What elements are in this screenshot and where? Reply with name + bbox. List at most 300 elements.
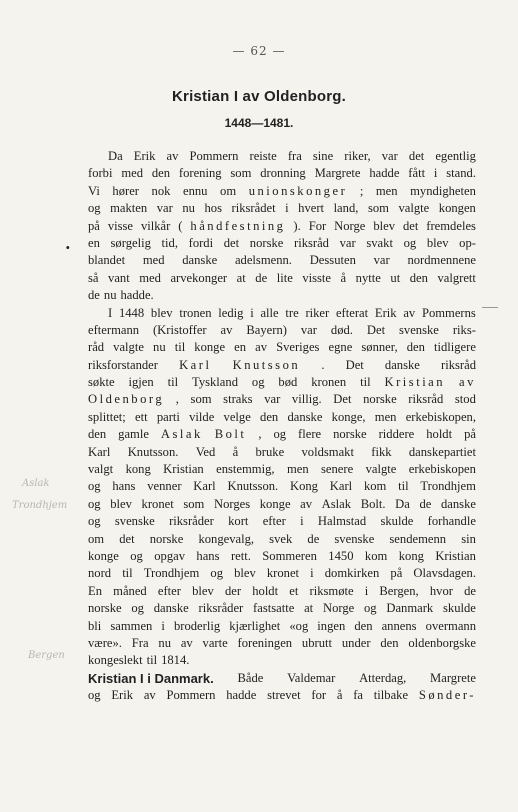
emphasized-word: Aslak: [160, 427, 203, 442]
text-line: [88, 409, 476, 426]
word: Erik: [111, 688, 134, 703]
word: kom: [364, 548, 388, 563]
word: de: [255, 270, 268, 285]
word: fremdeles: [426, 218, 476, 233]
word: igjen: [128, 375, 154, 390]
word: fikk: [371, 444, 392, 459]
word: til: [167, 375, 179, 390]
word: sine: [312, 149, 334, 163]
word: Karl: [329, 479, 353, 494]
word: nytte: [355, 270, 381, 285]
word: det: [408, 149, 425, 163]
word: riker: [305, 305, 330, 320]
word: det: [223, 235, 240, 250]
word: og: [131, 601, 144, 616]
word: visste: [302, 270, 332, 285]
word: venner: [147, 479, 182, 494]
word: Bayern): [246, 322, 287, 337]
word: parti: [156, 409, 180, 424]
word: konge: [194, 340, 226, 355]
word: lite: [276, 270, 293, 285]
emphasized-word: Bolt: [214, 427, 247, 442]
word: hans: [112, 479, 136, 494]
word: ,: [258, 427, 262, 442]
emphasized-word: håndfestning: [190, 218, 286, 233]
word: vant: [108, 270, 130, 285]
word: norske: [88, 601, 122, 616]
word: Dessuten: [309, 253, 356, 268]
word: blev: [426, 235, 449, 250]
word: Atterdag,: [359, 670, 407, 685]
word: hadde: [226, 688, 257, 703]
word: ).: [293, 218, 301, 233]
word: Karl: [88, 444, 111, 459]
word: som: [190, 392, 212, 407]
margin-note: Bergen: [28, 650, 65, 661]
text-line: [88, 565, 476, 582]
word: land,: [333, 201, 359, 216]
word: forhandle: [427, 514, 476, 529]
word: kong: [398, 548, 424, 563]
text-line: [88, 513, 476, 530]
word: Kristian: [163, 462, 204, 477]
text-line: [88, 583, 476, 600]
word: Sommeren: [262, 548, 317, 563]
word: Erik: [133, 149, 156, 163]
word: i: [364, 583, 369, 598]
word: av: [220, 322, 233, 337]
body-text: [88, 148, 476, 705]
word: danske: [287, 409, 323, 424]
text-line: [88, 426, 476, 443]
emphasized-word: Karl: [179, 357, 212, 372]
word: straks: [223, 392, 253, 407]
word: blev: [192, 583, 214, 598]
word: Da: [108, 149, 123, 163]
text-line: [88, 165, 476, 182]
word: vilde: [189, 409, 215, 424]
word: var: [339, 235, 356, 250]
emphasized-word: Sønder-: [418, 688, 476, 703]
word: valgt: [88, 462, 114, 477]
word: bli: [88, 618, 102, 633]
word: død.: [330, 322, 353, 337]
word: at: [304, 601, 314, 616]
word: kongen: [438, 201, 476, 216]
word: nok: [151, 183, 171, 198]
word: danske: [384, 357, 420, 372]
word: kronet: [266, 566, 300, 581]
chapter-title: Kristian I av Oldenborg.: [172, 88, 346, 105]
word: i: [250, 305, 254, 320]
word: norske: [149, 531, 184, 546]
word: Det: [333, 392, 352, 407]
text-line: [88, 218, 476, 235]
word: nu: [182, 201, 195, 216]
page-number: — 62 —: [232, 44, 286, 58]
emphasized-word: Kristian: [384, 375, 446, 390]
word: hvor: [429, 583, 453, 598]
word: til: [146, 653, 158, 668]
text-line: [88, 322, 476, 339]
word: Da: [395, 496, 410, 511]
word: som: [230, 166, 252, 181]
word: kom: [363, 479, 387, 494]
word: tidligere: [433, 340, 476, 355]
word: de: [88, 288, 100, 303]
word: sendemenn: [389, 531, 447, 546]
word: på: [88, 218, 100, 233]
word: makten: [110, 201, 148, 216]
word: For: [308, 218, 327, 233]
word: Pommern: [189, 149, 239, 163]
word: konge: [88, 548, 119, 563]
word: myndigheten: [410, 183, 476, 198]
word: valgte: [398, 201, 430, 216]
word: Margrete: [314, 166, 361, 181]
word: være».: [88, 635, 122, 650]
word: til: [122, 566, 133, 581]
word: til: [360, 375, 371, 390]
word: tronen: [179, 305, 212, 320]
emphasized-word: Knutsson: [232, 357, 301, 372]
word: de: [464, 583, 476, 598]
word: blev: [373, 218, 396, 233]
word: de: [307, 531, 320, 546]
word: konge: [259, 496, 291, 511]
word: og: [364, 601, 377, 616]
word: villig.: [291, 392, 322, 407]
word: med: [142, 253, 165, 268]
word: egentlig: [435, 149, 476, 163]
word: Aslak: [321, 496, 352, 511]
word: riksforstander: [88, 357, 158, 372]
word: Pommerns: [421, 305, 476, 320]
word: konge,: [331, 409, 366, 424]
word: at: [236, 270, 246, 285]
text-line: [88, 287, 476, 304]
text-line: [88, 687, 476, 704]
word: danske: [440, 496, 476, 511]
word: og: [88, 479, 101, 494]
word: en: [234, 340, 247, 355]
word: skulde: [380, 514, 414, 529]
word: og: [273, 427, 287, 442]
word: norske: [333, 427, 367, 442]
section-heading: Kristian I i Danmark.: [88, 670, 214, 686]
word: danske: [153, 601, 189, 616]
word: holdt: [252, 583, 279, 598]
word: ut: [390, 270, 401, 285]
word: dronning: [260, 166, 306, 181]
word: som: [367, 201, 389, 216]
word: og: [130, 548, 143, 563]
word: råd: [88, 340, 105, 355]
word: Fra: [131, 635, 149, 650]
word: sin: [461, 531, 476, 546]
word: arvekonger: [170, 270, 228, 285]
word: ;: [359, 183, 364, 198]
word: søkte: [88, 375, 115, 390]
word: «og: [289, 618, 309, 633]
word: Sveriges: [276, 340, 320, 355]
word: riddere: [378, 427, 415, 442]
word: riksråder: [169, 514, 214, 529]
word: riksråd: [408, 392, 444, 407]
word: nu: [158, 635, 171, 650]
word: 1814.: [161, 653, 190, 668]
word: flere: [298, 427, 322, 442]
word: Valdemar: [287, 670, 336, 685]
word: den: [409, 270, 428, 285]
word: reiste: [249, 149, 277, 163]
word: Tyskland: [192, 375, 238, 390]
word: efterat: [335, 305, 369, 320]
word: hvert: [298, 201, 325, 216]
word: det: [119, 531, 135, 546]
word: svek: [269, 531, 293, 546]
word: å: [340, 270, 347, 285]
word: valgte: [113, 340, 144, 355]
word: av: [166, 149, 179, 163]
word: var: [373, 253, 390, 268]
word: og: [88, 496, 101, 511]
text-line: [88, 670, 476, 687]
word: svenske: [334, 531, 375, 546]
word: (: [178, 218, 183, 233]
word: riksråder: [198, 601, 244, 616]
word: Karl: [193, 479, 216, 494]
word: de: [419, 496, 432, 511]
word: fa: [353, 688, 364, 703]
word: riksråd: [441, 357, 476, 372]
word: valgrett: [437, 270, 476, 285]
word: oldenborgske: [408, 635, 476, 650]
word: tid,: [161, 235, 178, 250]
word: domkirken: [324, 566, 380, 581]
word: hos: [204, 201, 222, 216]
word: Bolt.: [360, 496, 386, 511]
word: det: [402, 218, 419, 233]
text-line: [88, 235, 476, 252]
word: erkebiskopen: [408, 462, 476, 477]
word: kort: [228, 514, 249, 529]
word: å: [336, 688, 343, 703]
word: 1450: [328, 548, 354, 563]
word: danskepartiet: [408, 444, 476, 459]
word: om: [88, 531, 105, 546]
word: riksrådet: [231, 201, 276, 216]
word: Det: [345, 357, 364, 372]
word: på: [390, 566, 403, 581]
text-line: [88, 252, 476, 269]
word: under: [341, 635, 371, 650]
word: norske: [363, 392, 397, 407]
text-line: [88, 548, 476, 565]
word: den: [406, 340, 425, 355]
word: (Kristoffer: [152, 322, 207, 337]
word: Olavsdagen.: [413, 566, 476, 581]
word: Ved: [195, 444, 216, 459]
word: egne: [328, 340, 353, 355]
word: hans: [196, 548, 220, 563]
word: rett.: [230, 548, 251, 563]
word: av: [403, 305, 416, 320]
text-line: [88, 531, 476, 548]
word: Margrete: [430, 670, 476, 685]
word: strevet: [267, 688, 301, 703]
word: Vi: [88, 183, 100, 198]
word: der: [224, 583, 242, 598]
text-line: [88, 461, 476, 478]
word: Kristian: [435, 548, 476, 563]
word: hadde.: [120, 288, 154, 303]
word: nu: [103, 288, 117, 303]
text-line: [88, 600, 476, 617]
word: ennu: [183, 183, 208, 198]
word: og: [251, 375, 265, 390]
word: men: [375, 183, 398, 198]
word: op-: [459, 235, 476, 250]
word: av: [180, 635, 193, 650]
word: i: [433, 166, 438, 181]
word: blandet: [88, 253, 126, 268]
word: varte: [202, 635, 228, 650]
text-line: [88, 200, 476, 217]
text-line: [88, 478, 476, 495]
word: for: [311, 688, 327, 703]
word: nord: [88, 566, 112, 581]
word: nordmennene: [407, 253, 476, 268]
word: stand.: [446, 166, 476, 181]
word: men: [286, 462, 309, 477]
word: ,: [175, 392, 179, 407]
word: men: [374, 409, 397, 424]
word: blev: [110, 496, 132, 511]
word: riks-: [452, 322, 476, 337]
word: kronen: [311, 375, 347, 390]
word: blev: [234, 566, 256, 581]
word: Det: [366, 322, 386, 337]
word: til: [174, 340, 186, 355]
word: å: [232, 444, 239, 459]
text-line: [88, 496, 476, 513]
word: sammen: [110, 618, 153, 633]
word: velge: [223, 409, 251, 424]
word: ubrutt: [301, 635, 333, 650]
word: kongevalg,: [198, 531, 255, 546]
word: danske: [182, 253, 218, 268]
word: opgav: [154, 548, 185, 563]
word: efter: [157, 583, 181, 598]
word: den: [260, 409, 279, 424]
word: av: [300, 496, 313, 511]
word: og: [403, 235, 417, 250]
word: kong: [125, 462, 151, 477]
word: var: [381, 149, 398, 163]
word: Knutsson.: [227, 479, 279, 494]
word: broderlig: [173, 618, 221, 633]
word: svakt: [366, 235, 393, 250]
word: Danmark: [386, 601, 434, 616]
word: var: [300, 322, 317, 337]
word: Kong: [289, 479, 318, 494]
word: gamle: [118, 427, 149, 442]
word: den: [380, 635, 399, 650]
word: adelsmenn.: [234, 253, 292, 268]
text-line: [88, 374, 476, 391]
word: var: [264, 392, 281, 407]
text-line: [88, 183, 476, 200]
word: så: [88, 270, 99, 285]
word: alle: [260, 305, 279, 320]
word: splittet;: [88, 409, 126, 424]
word: hadde: [369, 166, 400, 181]
word: enstemmig,: [216, 462, 275, 477]
word: i: [161, 618, 165, 633]
margin-dash: [482, 307, 498, 308]
word: av: [143, 688, 156, 703]
text-line: [88, 391, 476, 408]
text-line: [88, 357, 476, 374]
word: Knutsson.: [127, 444, 179, 459]
word: norske: [249, 235, 284, 250]
word: bruke: [255, 444, 285, 459]
text-line: [88, 618, 476, 635]
chapter-years: 1448—1481.: [224, 116, 294, 130]
text-line: [88, 270, 476, 287]
word: svenske: [399, 322, 439, 337]
word: 1448: [118, 305, 145, 320]
word: tilbake: [373, 688, 409, 703]
word: kronet: [141, 496, 174, 511]
word: stod: [454, 392, 476, 407]
word: En: [88, 583, 102, 598]
text-line: [88, 148, 476, 165]
word: på: [464, 427, 476, 442]
margin-note: Trondhjem: [12, 500, 68, 511]
word: fått: [408, 166, 426, 181]
word: eftermann: [88, 322, 140, 337]
emphasized-word: av: [458, 375, 476, 390]
word: den: [354, 618, 373, 633]
word: efter: [262, 514, 286, 529]
word: Trondhjem: [143, 566, 200, 581]
word: i: [285, 201, 289, 216]
word: tre: [285, 305, 299, 320]
word: overmann: [425, 618, 476, 633]
word: blev: [150, 305, 173, 320]
word: i: [300, 514, 304, 529]
word: Trondhjem: [420, 479, 476, 494]
word: visse: [107, 218, 134, 233]
emphasized-word: Oldenborg: [88, 392, 165, 407]
word: ingen: [317, 618, 346, 633]
word: sønner,: [361, 340, 398, 355]
word: ett: [135, 409, 148, 424]
text-line: [88, 652, 476, 669]
word: var: [156, 201, 173, 216]
word: i: [310, 566, 314, 581]
word: annens: [381, 618, 417, 633]
word: Bergen,: [379, 583, 419, 598]
word: bød: [278, 375, 298, 390]
word: riksmøte: [309, 583, 354, 598]
word: Pommern: [166, 688, 216, 703]
text-line: [88, 339, 476, 356]
word: av: [255, 340, 267, 355]
margin-note: Aslak: [22, 478, 50, 489]
